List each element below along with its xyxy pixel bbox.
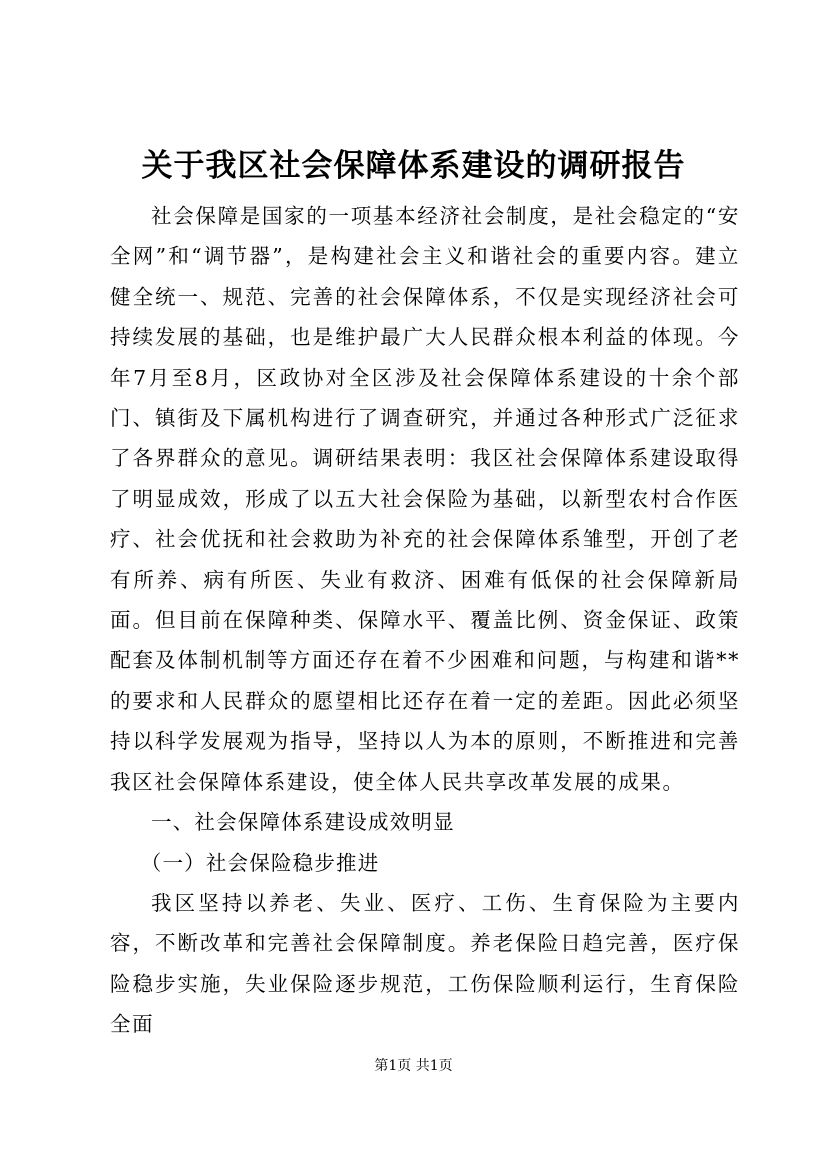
document-title: 关于我区社会保障体系建设的调研报告	[141, 148, 686, 184]
document-body	[110, 196, 740, 1045]
body-paragraph: 我区坚持以养老、失业、医疗、工伤、生育保险为主要内容，不断改革和完善社会保障制度。养老保险日趋完善，医疗保险稳步实施，失业保险逐步规范，工伤保险顺利运行，生育保险全面	[110, 890, 740, 1037]
subsection-heading: （一）社会保险稳步推进	[140, 850, 380, 875]
section-heading: 一、社会保障体系建设成效明显	[151, 810, 455, 835]
intro-paragraph: 社会保障是国家的一项基本经济社会制度，是社会稳定的“安全网”和“调节器”，是构建社会主义和谐社会的重要内容。建立健全统一、规范、完善的社会保障体系，不仅是实现经济社会可持续发展的基础，也是维护最广大人民群众根本利益的体现。今年7月至8月，区政协对全区涉及社会保障体系建设的十余个部门、镇街及下属机构进行了调查研究，并通过各种形式广泛征求了各界群众的意见。调研结果表明：我区社会保障体系建设取得了明显成效，形成了以五大社会保险为基础，以新型农村合作医疗、社会优抚和社会救助为补充的社会保障体系雏型，开创了老有所养、病有所医、失业有救济、困难有低保的社会保障新局面。但目前在保障种类、保障水平、覆盖比例、资金保证、政策配套及体制机制等方面还存在着不少困难和问题，与构建和谐**的要求和人民群众的愿望相比还存在着一定的差距。因此必须坚持以科学发展观为指导，坚持以人为本的原则，不断推进和完善我区社会保障体系建设，使全体人民共享改革发展的成果。	[110, 204, 740, 794]
page-number-footer: 第1页 共1页	[374, 1058, 453, 1074]
